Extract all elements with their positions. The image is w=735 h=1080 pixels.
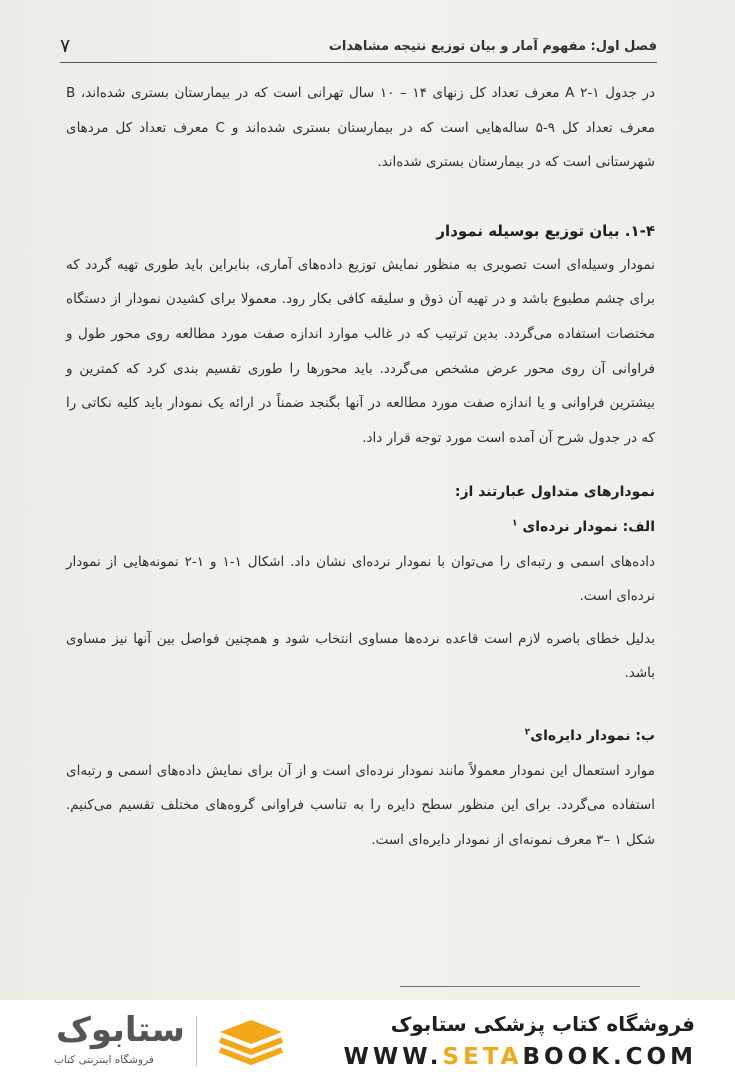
footnote-marker-2: ۲ [524,727,531,738]
section-paragraph: نمودار وسیله‌ای است تصویری به منظور نمایش توزیع داده‌های آماری، بنابراین باید طوری تهیه گردد که برای چشم مطبوع باشد و در تهیه آن ذوق و سلیقه کافی بکار رود. معمولا برای کشیدن نمودار از دستگاه مختصات استفاده می‌گردد. بدین ترتیب که در غالب موارد اندازه صفت مورد مطالعه روی محور طول و فراوانی آن روی محور عرض مشخص می‌گردد. باید محورها را طوری تقسیم بندی کرد که کمترین و بیشترین فراوانی و یا اندازه صفت مورد مطالعه در آنها بگنجد ضمناً در ارائه یک نمودار باید کلیه نکاتی را که در جدول شرح آن آمده است مورد توجه قرار داد. [66,256,655,446]
store-name: فروشگاه کتاب پزشکی ستابوک [390,1012,695,1036]
section-heading: ۱-۴. بیان توزیع بوسیله نمودار [436,221,655,240]
intro-paragraph: در جدول ۱-۲ A معرف تعداد کل زنهای ۱۴ – ۱۰ سال تهرانی است که در بیمارستان بستری شده‌اند، B معرف تعداد کل ۹-۵ ساله‌هایی است که در بیمارستان بستری شده‌اند و C معرف تعداد کل مردهای شهرستانی است که در بیمارستان بستری شده‌اند. [66,85,656,171]
pie-paragraph: موارد استعمال این نمودار معمولاً مانند نمودار نرده‌ای است و از آن برای نمایش داده‌های اسمی و رتبه‌ای استفاده می‌گردد. برای این منظور سطح دایره را به تناسب فراوانی گروه‌های مختلف تقسیم می‌کنیم. شکل ۱ –۳ معرف نمونه‌ای از نمودار دایره‌ای است. [66,762,655,848]
bar-paragraph-1: داده‌های اسمی و رتبه‌ای را می‌توان با نمودار نرده‌ای نشان داد. اشکال ۱-۱ و ۱-۲ نمونه‌هایی از نمودار نرده‌ای است. [66,553,655,605]
store-url[interactable] [344,1044,697,1070]
url-suffix: BOOK.COM [522,1044,697,1070]
url-accent: SETA [442,1044,523,1070]
logo-divider [196,1016,197,1066]
logo-word: ستابوک [56,1010,185,1050]
pie-chart-heading-text: ب: نمودار دایره‌ای [530,727,655,744]
bar-chart-heading-text: الف: نمودار نرده‌ای [522,518,655,535]
page-number: ۷ [60,35,71,57]
logo-tagline: فروشگاه اینترنتی کتاب [54,1054,154,1066]
store-banner [0,1000,735,1080]
page-body [66,76,655,857]
running-title: فصل اول: مفهوم آمار و بیان توزیع نتیجه مشاهدات [328,38,657,54]
footnote-rule [400,986,640,987]
page-header [60,30,657,63]
book-stack-icon [216,1016,286,1066]
bar-chart-heading [66,510,655,545]
bar-paragraph-2: بدلیل خطای باصره لازم است قاعده نرده‌ها مساوی انتخاب شود و همچنین فواصل بین آنها نیز مساوی باشد. [66,630,655,682]
footnote-marker-1: ۱ [512,518,518,529]
url-prefix: WWW. [343,1044,443,1070]
pie-chart-heading [66,719,655,754]
common-charts-heading: نمودارهای متداول عبارتند از: [454,484,655,501]
store-logo [28,1010,288,1072]
